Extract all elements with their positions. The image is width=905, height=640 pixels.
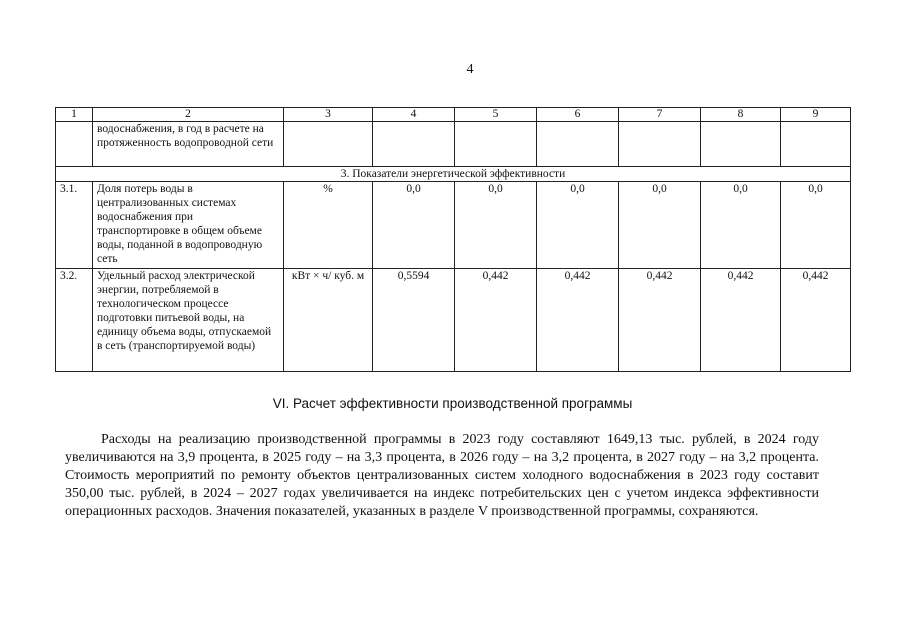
value-cell: 0,442 [455,269,537,372]
value-cell [455,122,537,167]
table-header-cell: 2 [93,108,284,122]
table-header-cell: 5 [455,108,537,122]
unit-cell: кВт × ч/ куб. м [284,269,373,372]
row-number [56,122,93,167]
value-cell: 0,442 [701,269,781,372]
table-header-cell: 7 [619,108,701,122]
table-header-cell: 6 [537,108,619,122]
table-row-continuation [56,122,851,167]
section-title: 3. Показатели энергетической эффективности [56,167,851,182]
indicator-name: Удельный расход электрической энергии, потребляемой в технологическом процессе подготовки питьевой воды, на единицу объема воды, отпускаемой в сеть (транспортируемой воды) [93,269,284,372]
table-header-cell: 9 [781,108,851,122]
value-cell [619,122,701,167]
section-heading: VI. Расчет эффективности производственной программы [272,396,633,411]
page-number: 4 [466,62,474,77]
value-cell: 0,0 [373,182,455,269]
value-cell: 0,0 [619,182,701,269]
indicators-table [55,107,851,372]
table-header-cell: 1 [56,108,93,122]
value-cell: 0,0 [455,182,537,269]
value-cell: 0,5594 [373,269,455,372]
value-cell [537,122,619,167]
value-cell: 0,0 [537,182,619,269]
value-cell: 0,442 [619,269,701,372]
value-cell: 0,442 [537,269,619,372]
table-header-cell: 3 [284,108,373,122]
unit-cell: % [284,182,373,269]
row-number: 3.2. [56,269,93,372]
value-cell [781,122,851,167]
row-number: 3.1. [56,182,93,269]
table-header-row [56,108,851,122]
value-cell [701,122,781,167]
body-paragraph: Расходы на реализацию производственной программы в 2023 году составляют 1649,13 тыс. рублей, в 2024 году увеличиваются на 3,9 процента, в 2025 году – на 3,3 процента, в 2026 году – на 3,2 процента, в 2027 году – на 3,2 процента. Стоимость мероприятий по ремонту объектов централизованных систем холодного водоснабжения в 2023 году составит 350,00 тыс. рублей, в 2024 – 2027 годах увеличивается на индекс потребительских цен с учетом индекса эффективности операционных расходов. Значения показателей, указанных в разделе V производственной программы, сохраняются. [65,432,819,519]
unit-cell [284,122,373,167]
table-row [56,269,851,372]
value-cell: 0,0 [701,182,781,269]
table-header-cell: 8 [701,108,781,122]
table-section-row [56,167,851,182]
value-cell: 0,442 [781,269,851,372]
indicator-name: Доля потерь воды в централизованных системах водоснабжения при транспортировке в общем объеме воды, поданной в водопроводную сеть [93,182,284,269]
indicator-name: водоснабжения, в год в расчете на протяженность водопроводной сети [93,122,284,167]
value-cell: 0,0 [781,182,851,269]
table-header-cell: 4 [373,108,455,122]
table-row [56,182,851,269]
value-cell [373,122,455,167]
